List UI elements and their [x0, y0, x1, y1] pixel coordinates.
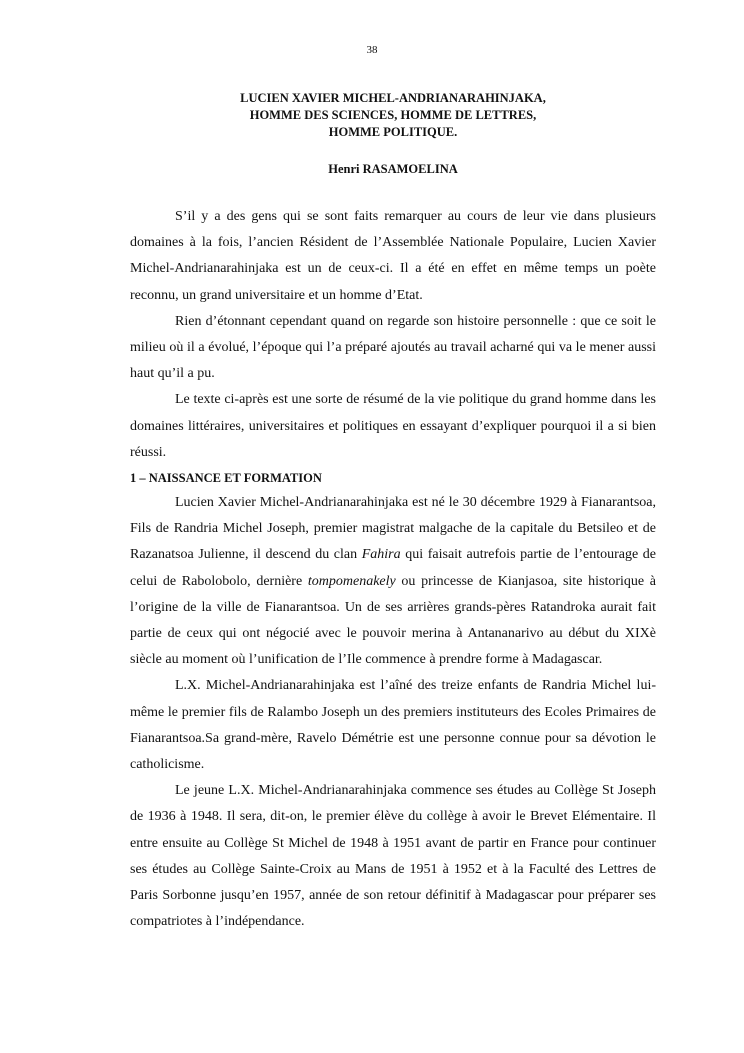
title-line-2: HOMME DES SCIENCES, HOMME DE LETTRES, — [249, 108, 537, 122]
author-name: Henri RASAMOELINA — [328, 162, 458, 176]
clan-name-emphasis: Fahira — [361, 547, 401, 563]
article-body — [130, 204, 656, 935]
section-paragraph-3: Le jeune L.X. Michel-Andrianarahinjaka commence ses études au Collège St Joseph de 1936 à 1948. Il sera, dit-on, le premier élève du collège à avoir le Brevet Elémentaire. Il entre ensuite au Collège St Michel de 1948 à 1951 avant de partir en France pour continuer ses études au Collège Sainte-Croix au Mans de 1951 à 1952 et à la Faculté des Lettres de Paris Sorbonne jusqu’en 1957, année de son retour définitif à Madagascar pour préparer ses compatriotes à l’indépendance. — [130, 783, 656, 930]
section-paragraph-1-part-c: ou princesse de Kianjasoa, site historique à l’origine de la ville de Fianarantsoa. Un de ses arrières grands-pères Ratandroka aurait fait partie de ceux qui ont négocié avec le pouvoir merina à Antananarivo au début du XIXè siècle au moment où l’unification de l’Ile commence à prendre forme à Madagascar. — [130, 573, 656, 668]
title-line-1: LUCIEN XAVIER MICHEL-ANDRIANARAHINJAKA, — [240, 91, 546, 105]
section-paragraph-1 — [130, 490, 656, 673]
article-title — [130, 90, 656, 141]
title-line-3: HOMME POLITIQUE. — [328, 125, 458, 139]
intro-paragraph-3: Le texte ci-après est une sorte de résumé de la vie politique du grand homme dans les domaines littéraires, universitaires et politiques en essayant d’expliquer pourquoi il a si bien réussi. — [130, 392, 656, 460]
title-term-emphasis: tompomenakely — [307, 573, 396, 589]
intro-paragraph-2: Rien d’étonnant cependant quand on regarde son histoire personnelle : que ce soit le milieu où il a évolué, l’époque qui l’a préparé ajoutés au travail acharné qui va le mener aussi haut qu’il a pu. — [130, 313, 656, 382]
section-paragraph-1-part-a: Lucien Xavier Michel-Andrianarahinjaka est né le 30 décembre 1929 à Fianarantsoa, Fils de Randria Michel Joseph, premier magistrat malgache de la capitale du Betsileo et de Razanatsoa Julienne, il descend du clan — [130, 495, 656, 563]
section-paragraph-2: L.X. Michel-Andrianarahinjaka est l’aîné des treize enfants de Randria Michel lui-même le premier fils de Ralambo Joseph un des premiers instituteurs des Ecoles Primaires de Fianarantsoa.Sa grand-mère, Ravelo Démétrie est une personne connue pour sa dévotion le catholicisme. — [130, 678, 656, 773]
intro-paragraph-1: S’il y a des gens qui se sont faits remarquer au cours de leur vie dans plusieurs domaines à la fois, l’ancien Résident de l’Assemblée Nationale Populaire, Lucien Xavier Michel-Andrianarahinjaka est un de ceux-ci. Il a été en effet en même temps un poète reconnu, un grand universitaire et un homme d’Etat. — [130, 209, 656, 303]
section-heading: 1 – NAISSANCE ET FORMATION — [130, 471, 322, 486]
section-paragraph-1-part-b: qui faisait autrefois partie de l’entourage de celui de Rabolobolo, dernière — [130, 547, 656, 589]
page-number: 38 — [366, 44, 378, 56]
